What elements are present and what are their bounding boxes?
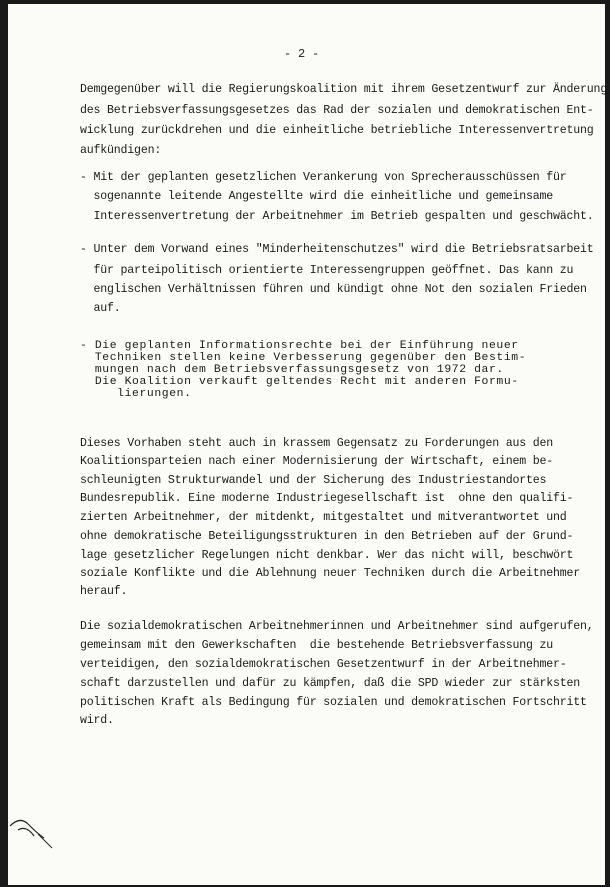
paragraph-2-line-3: schleunigten Strukturwandel und der Sicherung des Industriestandortes bbox=[80, 474, 547, 487]
paragraph-2-line-7: lage gesetzlicher Regelungen nicht denkbar. Wer das nicht will, beschwört bbox=[80, 549, 574, 562]
paragraph-2-line-5: zierten Arbeitnehmer, der mitdenkt, mitgestaltet und mitverantwortet und bbox=[80, 511, 567, 524]
paragraph-3-line-5: politischen Kraft als Bedingung für sozialen und demokratischen Fortschritt bbox=[80, 696, 587, 709]
paragraph-2-line-9: herauf. bbox=[80, 585, 128, 598]
bullet-2-line-1: - Unter dem Vorwand eines "Minderheitenschutzes" wird die Betriebsratsarbeit bbox=[80, 243, 594, 256]
bullet-1-line-1: - Mit der geplanten gesetzlichen Verankerung von Sprecherausschüssen für bbox=[80, 171, 567, 184]
paragraph-3-line-4: schaft darzustellen und dafür zu kämpfen, daß die SPD wieder zur stärksten bbox=[80, 677, 581, 690]
paragraph-2-line-6: ohne demokratische Beteiligungsstrukturen in den Betrieben auf der Grund- bbox=[80, 530, 574, 543]
bullet-2-line-4: auf. bbox=[80, 302, 121, 315]
paragraph-2-line-1: Dieses Vorhaben steht auch in krassem Gegensatz zu Forderungen aus den bbox=[80, 437, 554, 450]
paragraph-3-line-6: wird. bbox=[80, 714, 114, 727]
bullet-3-line-1: - Die geplanten Informationsrechte bei der Einführung neuer bbox=[80, 340, 519, 352]
page-number: - 2 - bbox=[284, 47, 320, 61]
paragraph-1-line-4: aufkündigen: bbox=[80, 144, 162, 157]
bullet-3-line-4: Die Koalition verkauft geltendes Recht mit anderen Formu- bbox=[80, 376, 519, 388]
paragraph-2-line-4: Bundesrepublik. Eine moderne Industriegesellschaft ist ohne den qualifi- bbox=[80, 492, 574, 505]
paragraph-1-line-3: wicklung zurückdrehen und die einheitliche betriebliche Interessenvertretung bbox=[80, 124, 594, 137]
bullet-3-line-5: lierungen. bbox=[80, 388, 192, 400]
bullet-3-line-2: Techniken stellen keine Verbesserung gegenüber den Bestim- bbox=[80, 352, 527, 364]
document-page bbox=[8, 4, 608, 885]
bullet-2-line-3: englischen Verhältnissen führen und kündigt ohne Not den sozialen Frieden bbox=[80, 283, 587, 296]
bullet-3-line-3: mungen nach dem Betriebsverfassungsgesetz von 1972 dar. bbox=[80, 364, 504, 376]
paragraph-3-line-3: verteidigen, den sozialdemokratischen Gesetzentwurf in der Arbeitnehmer- bbox=[80, 658, 567, 671]
paragraph-1-line-1: Demgegenüber will die Regierungskoalition mit ihrem Gesetzentwurf zur Änderung bbox=[80, 83, 608, 96]
bullet-2-line-2: für parteipolitisch orientierte Interessengruppen geöffnet. Das kann zu bbox=[80, 264, 574, 277]
paragraph-1-line-2: des Betriebsverfassungsgesetzes das Rad der sozialen und demokratischen Ent- bbox=[80, 104, 594, 117]
paragraph-3-line-1: Die sozialdemokratischen Arbeitnehmerinnen und Arbeitnehmer sind aufgerufen, bbox=[80, 620, 594, 633]
scan-scribble-mark bbox=[8, 804, 78, 854]
paragraph-2-line-8: soziale Konflikte und die Ablehnung neuer Techniken durch die Arbeitnehmer bbox=[80, 567, 581, 580]
bullet-1-line-3: Interessenvertretung der Arbeitnehmer im Betrieb gespalten und geschwächt. bbox=[80, 210, 594, 223]
bullet-1-line-2: sogenannte leitende Angestellte wird die einheitliche und gemeinsame bbox=[80, 190, 554, 203]
paragraph-3-line-2: gemeinsam mit den Gewerkschaften die bestehende Betriebsverfassung zu bbox=[80, 639, 554, 652]
paragraph-2-line-2: Koalitionsparteien nach einer Modernisierung der Wirtschaft, einem be- bbox=[80, 455, 554, 468]
